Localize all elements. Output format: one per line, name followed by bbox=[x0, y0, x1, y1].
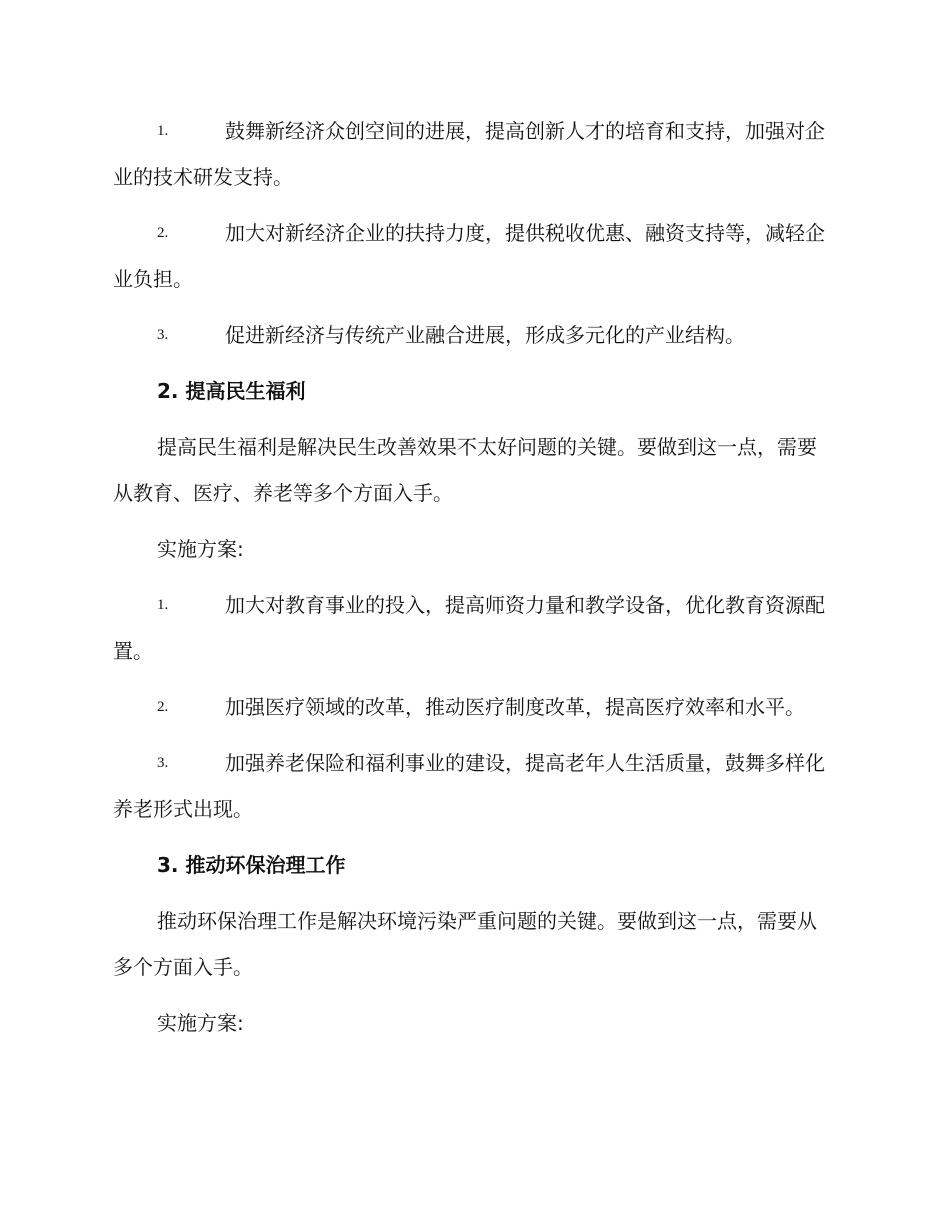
list-text: 加大对教育事业的投入，提高师资力量和教学设备，优化教育资源配置。 bbox=[113, 593, 825, 663]
document-body bbox=[113, 108, 835, 1056]
list-item bbox=[113, 582, 835, 674]
list-number: 2. bbox=[157, 699, 169, 715]
plan-label: 实施方案: bbox=[157, 1011, 244, 1035]
list-text: 加强医疗领域的改革，推动医疗制度改革，提高医疗效率和水平。 bbox=[225, 695, 805, 719]
list-number: 3. bbox=[157, 755, 169, 771]
section-intro: 推动环保治理工作是解决环境污染严重问题的关键。要做到这一点，需要从多个方面入手。 bbox=[113, 909, 817, 979]
section-heading: 2. 提高民生福利 bbox=[157, 379, 306, 403]
list-item bbox=[113, 740, 835, 832]
list-text: 促进新经济与传统产业融合进展，形成多元化的产业结构。 bbox=[225, 323, 745, 347]
list-number: 2. bbox=[157, 225, 169, 241]
list-item bbox=[113, 312, 835, 358]
section-intro: 提高民生福利是解决民生改善效果不太好问题的关键。要做到这一点，需要从教育、医疗、养老等多个方面入手。 bbox=[113, 435, 817, 505]
list-item bbox=[113, 210, 835, 302]
plan-label: 实施方案: bbox=[157, 537, 244, 561]
list-item bbox=[113, 684, 835, 730]
list-number: 1. bbox=[157, 123, 169, 139]
list-number: 1. bbox=[157, 597, 169, 613]
section-heading: 3. 推动环保治理工作 bbox=[157, 853, 346, 877]
list-text: 鼓舞新经济众创空间的进展，提高创新人才的培育和支持，加强对企业的技术研发支持。 bbox=[113, 119, 825, 189]
list-number: 3. bbox=[157, 327, 169, 343]
list-text: 加大对新经济企业的扶持力度，提供税收优惠、融资支持等，减轻企业负担。 bbox=[113, 221, 825, 291]
list-item bbox=[113, 108, 835, 200]
list-text: 加强养老保险和福利事业的建设，提高老年人生活质量，鼓舞多样化养老形式出现。 bbox=[113, 751, 825, 821]
